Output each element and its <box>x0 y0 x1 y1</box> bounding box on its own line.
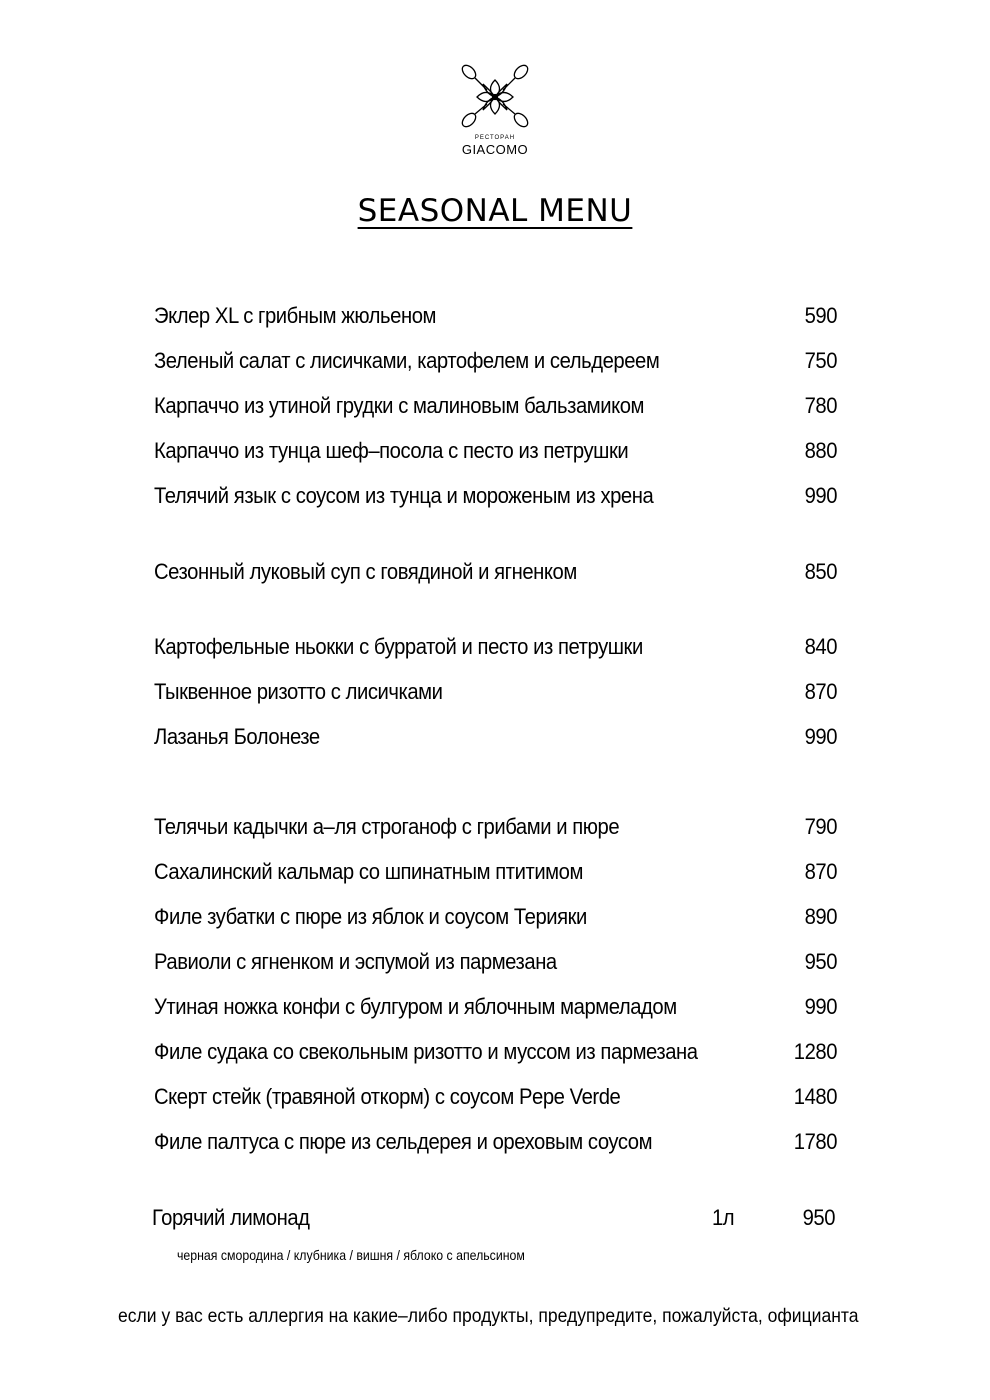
menu-item-price: 990 <box>804 994 837 1019</box>
drink-name: Горячий лимонад <box>152 1205 310 1230</box>
drink-price: 950 <box>802 1205 835 1230</box>
menu-item-name: Телячий язык с соусом из тунца и мороженым из хрена <box>154 483 654 508</box>
flower-emblem-icon <box>455 60 535 136</box>
menu-item <box>154 344 837 378</box>
drink-flavors: черная смородина / клубника / вишня / яблоко с апельсином <box>177 1247 525 1263</box>
page-title: SEASONAL MENU <box>357 193 633 229</box>
menu-item-name: Карпаччо из тунца шеф–посола с песто из петрушки <box>154 438 629 463</box>
menu-item <box>154 1035 837 1069</box>
menu-item-name: Карпаччо из утиной грудки с малиновым бальзамиком <box>154 393 645 418</box>
allergy-note: если у вас есть аллергия на какие–либо продукты, предупредите, пожалуйста, официанта <box>118 1305 859 1327</box>
menu-item-price: 840 <box>804 634 837 659</box>
menu-item-price: 790 <box>804 814 837 839</box>
menu-item-price: 590 <box>804 303 837 328</box>
menu-item-price: 1280 <box>793 1039 837 1064</box>
menu-item <box>154 900 837 934</box>
menu-item-name: Филе палтуса с пюре из сельдерея и ореховым соусом <box>154 1129 653 1154</box>
menu-item <box>154 720 837 754</box>
menu-item <box>154 479 837 513</box>
menu-item-name: Утиная ножка конфи с булгуром и яблочным мармеладом <box>154 994 677 1019</box>
menu-item-price: 1480 <box>793 1084 837 1109</box>
menu-item <box>154 555 837 589</box>
logo-brand-name: GIACOMO <box>461 142 529 157</box>
menu-item <box>154 855 837 889</box>
menu-item-price: 750 <box>804 348 837 373</box>
menu-item <box>154 299 837 333</box>
menu-item <box>154 434 837 468</box>
logo-subtitle: РЕСТОРАН <box>474 135 516 141</box>
menu-item <box>154 630 837 664</box>
menu-item-name: Филе судака со свекольным ризотто и муссом из пармезана <box>154 1039 698 1064</box>
menu-item-price: 1780 <box>793 1129 837 1154</box>
menu-item-price: 870 <box>804 859 837 884</box>
menu-item-price: 950 <box>804 949 837 974</box>
menu-item <box>154 1125 837 1159</box>
menu-item-price: 990 <box>804 724 837 749</box>
menu-item-name: Телячьи кадычки а–ля строганоф с грибами и пюре <box>154 814 620 839</box>
menu-item-price: 870 <box>804 679 837 704</box>
menu-item-name: Лазанья Болонезе <box>154 724 320 749</box>
menu-item-name: Сезонный луковый суп с говядиной и ягненком <box>154 559 577 584</box>
menu-item-name: Эклер XL с грибным жюльеном <box>154 303 436 328</box>
menu-item-name: Скерт стейк (травяной откорм) с соусом Pepe Verde <box>154 1084 621 1109</box>
menu-item-price: 890 <box>804 904 837 929</box>
menu-item-name: Филе зубатки с пюре из яблок и соусом Терияки <box>154 904 587 929</box>
menu-item-name: Картофельные ньокки с бурратой и песто из петрушки <box>154 634 643 659</box>
menu-item-price: 780 <box>804 393 837 418</box>
menu-item <box>154 810 837 844</box>
menu-item <box>154 675 837 709</box>
menu-item <box>154 389 837 423</box>
menu-item <box>154 1080 837 1114</box>
menu-item-name: Тыквенное ризотто с лисичками <box>154 679 443 704</box>
menu-item <box>154 945 837 979</box>
menu-item-price: 880 <box>804 438 837 463</box>
menu-item-price: 850 <box>804 559 837 584</box>
restaurant-logo <box>445 60 545 160</box>
menu-item-price: 990 <box>804 483 837 508</box>
menu-item-name: Сахалинский кальмар со шпинатным птитимом <box>154 859 583 884</box>
menu-item <box>154 990 837 1024</box>
drink-item <box>152 1201 835 1235</box>
drink-volume: 1л <box>712 1205 735 1230</box>
menu-item-name: Зеленый салат с лисичками, картофелем и сельдереем <box>154 348 660 373</box>
menu-item-name: Равиоли с ягненком и эспумой из пармезана <box>154 949 557 974</box>
